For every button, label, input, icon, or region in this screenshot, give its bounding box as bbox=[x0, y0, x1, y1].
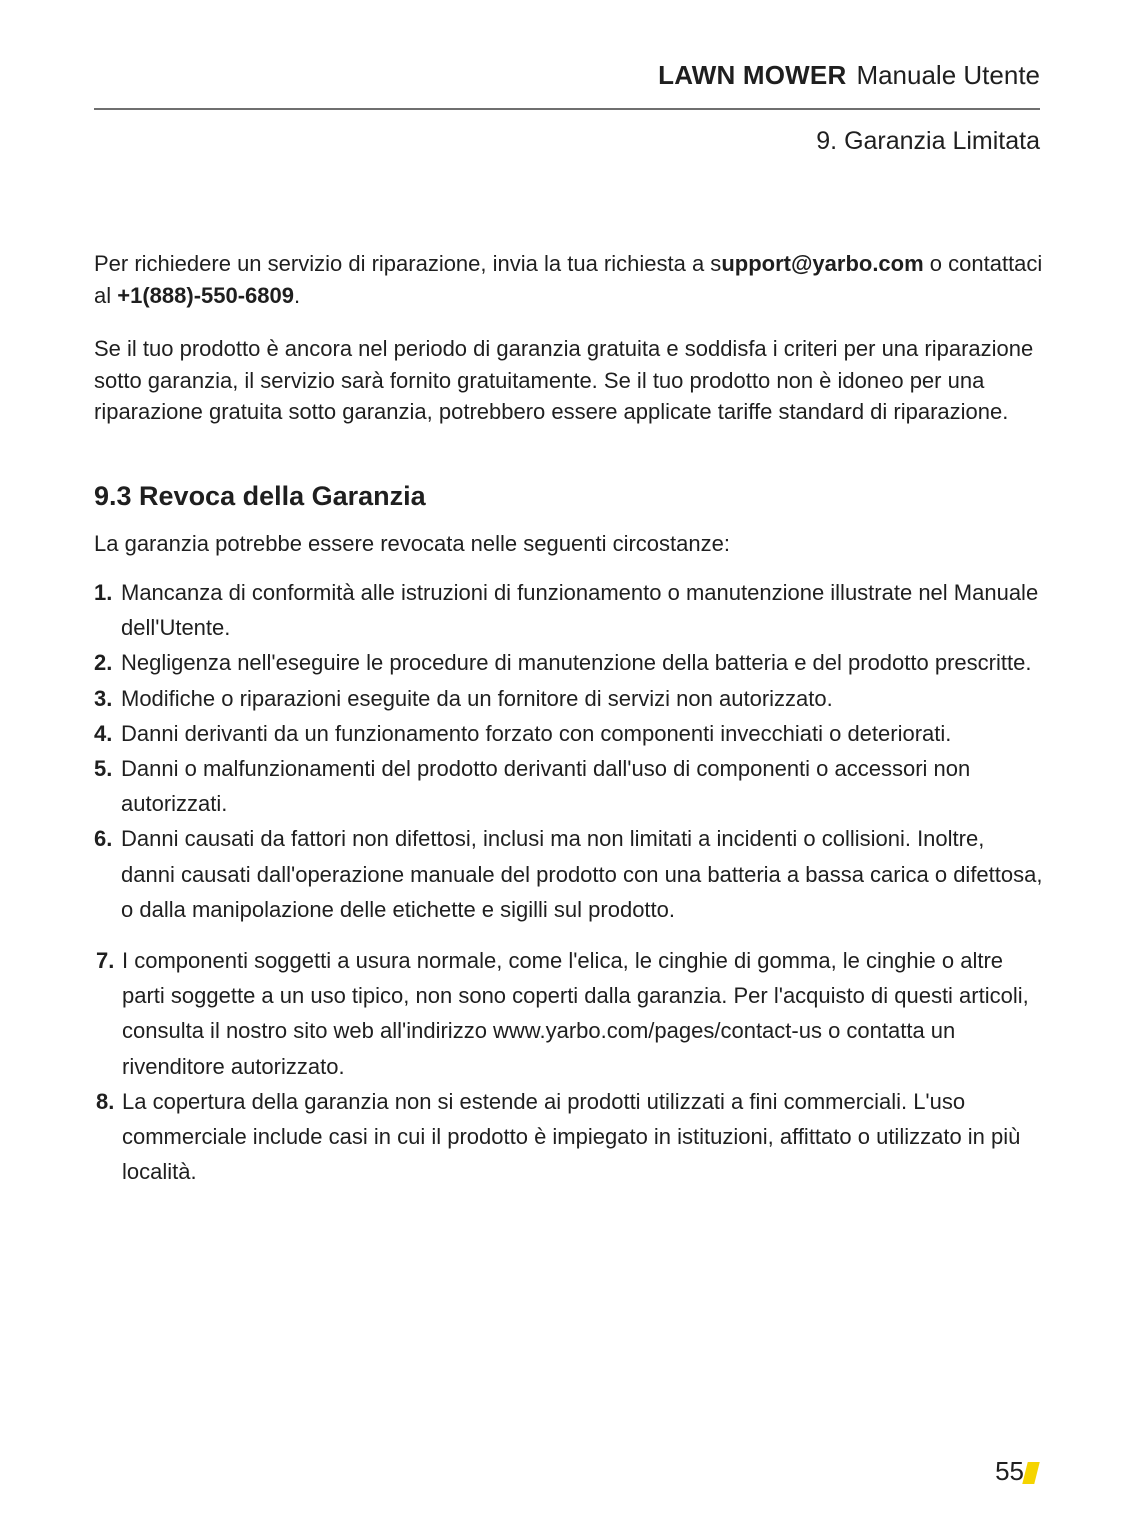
list-item bbox=[94, 821, 1044, 927]
list-item bbox=[94, 645, 1044, 680]
list-item bbox=[94, 681, 1044, 716]
list-item bbox=[94, 751, 1044, 821]
contact-text-pre: Per richiedere un servizio di riparazione, invia la tua richiesta a s bbox=[94, 251, 722, 276]
item-number: 1. bbox=[94, 580, 113, 605]
item-number: 3. bbox=[94, 685, 113, 711]
list-item bbox=[94, 943, 1044, 1084]
item-text: I componenti soggetti a usura normale, come l'elica, le cinghie di gomma, le cinghie o altre parti soggette a un uso tipico, non sono coperti dalla garanzia. Per l'acquisto di questi articoli, consulta il nostro sito web all'indirizzo www.yarbo.com/pages/contact-us o contatta un rivenditore autorizzato. bbox=[122, 948, 1029, 1079]
chapter-title: 9. Garanzia Limitata bbox=[816, 127, 1040, 155]
item-text: Danni derivanti da un funzionamento forzato con componenti invecchiati o deteriorati. bbox=[121, 720, 952, 746]
list-item bbox=[94, 575, 1044, 645]
support-email: upport@yarbo.com bbox=[721, 251, 924, 276]
revocation-list bbox=[94, 575, 1044, 1189]
section-intro: La garanzia potrebbe essere revocata nelle seguenti circostanze: bbox=[94, 530, 730, 556]
contact-paragraph bbox=[94, 248, 1044, 311]
item-number: 4. bbox=[94, 720, 113, 746]
item-number: 2. bbox=[94, 650, 113, 676]
section-heading: 9.3 Revoca della Garanzia bbox=[94, 480, 426, 511]
item-text: La copertura della garanzia non si estende ai prodotti utilizzati a fini commerciali. L'uso commerciale include casi in cui il prodotto è impiegato in istituzioni, affittato o utilizzato in più località. bbox=[122, 1088, 1021, 1185]
item-text: Danni causati da fattori non difettosi, inclusi ma non limitati a incidenti o collisioni. Inoltre, danni causati dall'operazione manuale del prodotto con una batteria a bassa carica o difettosa, o dalla manipolazione delle etichette e sigilli sul prodotto. bbox=[121, 826, 1043, 922]
product-name: LAWN MOWER bbox=[658, 60, 847, 90]
page-accent-mark bbox=[1022, 1462, 1039, 1484]
page-number: 55 bbox=[995, 1456, 1024, 1486]
item-number: 5. bbox=[94, 756, 113, 782]
document-title: Manuale Utente bbox=[856, 60, 1040, 90]
list-item bbox=[94, 1084, 1044, 1190]
list-item bbox=[94, 716, 1044, 751]
support-phone: +1(888)-550-6809 bbox=[117, 282, 294, 308]
item-number: 8. bbox=[96, 1088, 115, 1114]
item-text: Modifiche o riparazioni eseguite da un fornitore di servizi non autorizzato. bbox=[121, 685, 833, 711]
item-text: Negligenza nell'eseguire le procedure di manutenzione della batteria e del prodotto prescritte. bbox=[121, 650, 1032, 676]
item-number: 7. bbox=[96, 948, 115, 974]
item-number: 6. bbox=[94, 826, 113, 852]
running-header bbox=[658, 60, 1040, 91]
contact-text-end: . bbox=[294, 282, 301, 308]
page-content bbox=[94, 248, 1044, 1189]
header-divider bbox=[94, 108, 1040, 110]
item-text: Mancanza di conformità alle istruzioni di funzionamento o manutenzione illustrate nel Manuale dell'Utente. bbox=[121, 580, 1039, 641]
warranty-paragraph: Se il tuo prodotto è ancora nel periodo di garanzia gratuita e soddisfa i criteri per una riparazione sotto garanzia, il servizio sarà fornito gratuitamente. Se il tuo prodotto non è idoneo per una riparazione gratuita sotto garanzia, potrebbero essere applicate tariffe standard di riparazione. bbox=[94, 336, 1034, 424]
contact-text-mid: o contattaci al bbox=[94, 251, 1043, 308]
item-text: Danni o malfunzionamenti del prodotto derivanti dall'uso di componenti o accessori non autorizzati. bbox=[121, 756, 971, 817]
